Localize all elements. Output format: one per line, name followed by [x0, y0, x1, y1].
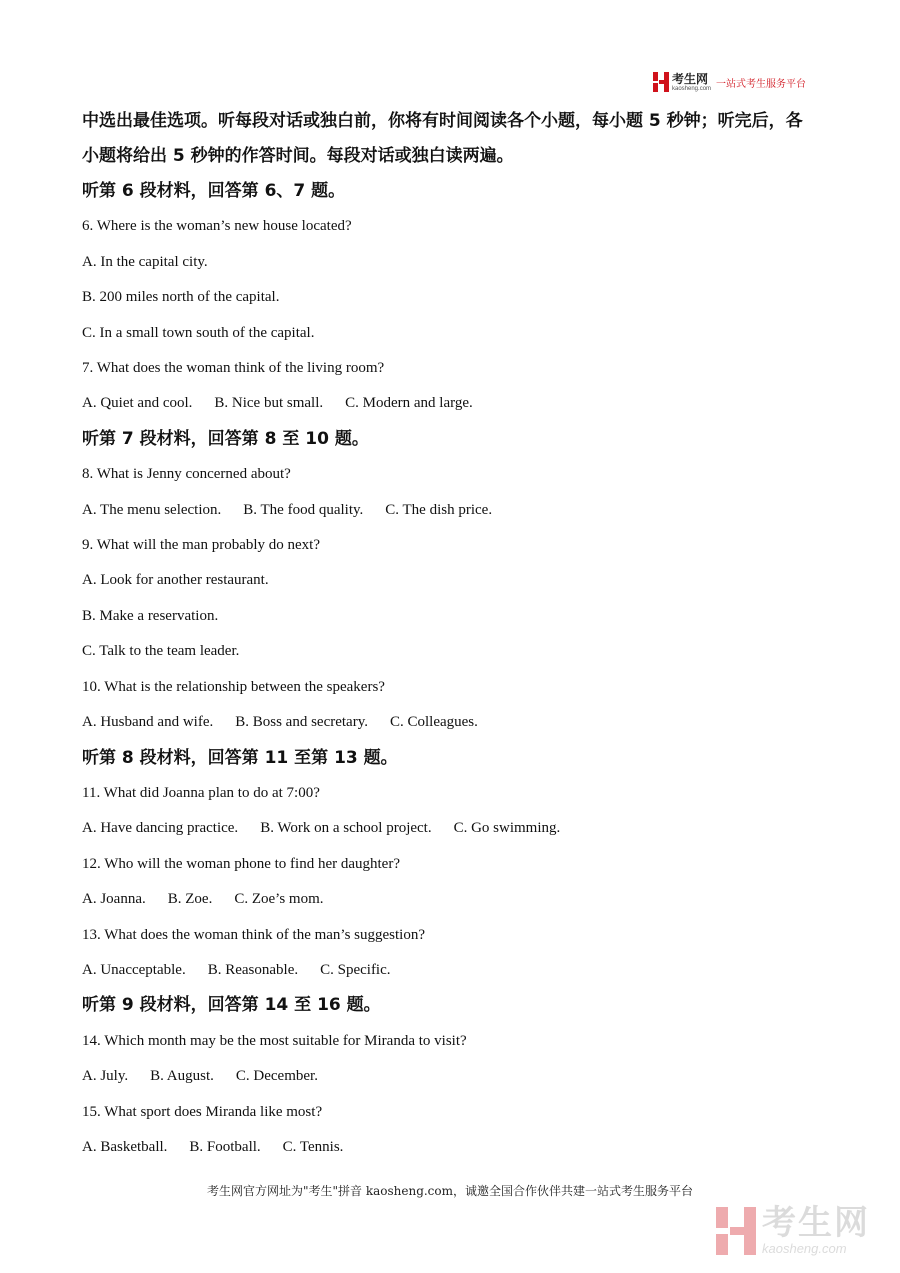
header-logo: [653, 71, 806, 93]
answer-option: A. Husband and wife.: [82, 714, 214, 731]
answer-option: B. Make a reservation.: [82, 607, 219, 624]
answer-options-row: [82, 953, 812, 988]
answer-options-row: [82, 882, 812, 917]
answer-option: B. Football.: [189, 1138, 261, 1155]
answer-option: C. Tennis.: [282, 1138, 344, 1155]
answer-option: C. Zoe’s mom.: [234, 891, 324, 908]
question-stem: 14. Which month may be the most suitable for Miranda to visit?: [82, 1032, 467, 1049]
kaosheng-logo-icon: [653, 72, 669, 92]
answer-options-row: [82, 493, 812, 528]
answer-option: B. The food quality.: [243, 501, 364, 518]
section-heading: 听第 8 段材料，回答第 11 至第 13 题。: [82, 747, 398, 768]
answer-option: A. Quiet and cool.: [82, 395, 193, 412]
question-stem: 13. What does the woman think of the man’s suggestion?: [82, 926, 426, 943]
answer-option: A. In the capital city.: [82, 253, 208, 270]
logo-slogan: 一站式考生服务平台: [716, 78, 807, 90]
logo-domain: kaosheng.com: [672, 85, 712, 92]
answer-option: A. Basketball.: [82, 1138, 168, 1155]
question-stem: 10. What is the relationship between the speakers?: [82, 678, 385, 695]
answer-option: C. December.: [235, 1068, 318, 1085]
section-heading: 听第 7 段材料，回答第 8 至 10 题。: [82, 428, 369, 449]
answer-option: B. Boss and secretary.: [235, 714, 368, 731]
answer-option: A. Unacceptable.: [82, 961, 186, 978]
section-heading: 听第 9 段材料，回答第 14 至 16 题。: [82, 995, 381, 1016]
question-stem: 12. Who will the woman phone to find her daughter?: [82, 855, 400, 872]
section-heading: 听第 6 段材料，回答第 6、7 题。: [82, 181, 346, 201]
exam-content: [82, 104, 812, 1165]
answer-option: A. Look for another restaurant.: [82, 572, 269, 589]
answer-option: A. The menu selection.: [82, 501, 222, 518]
answer-option: A. Have dancing practice.: [82, 820, 239, 837]
watermark-brand: 考生网: [762, 1203, 870, 1243]
answer-option: C. The dish price.: [385, 501, 493, 518]
answer-option: C. Talk to the team leader.: [82, 643, 240, 660]
answer-options-row: [82, 705, 812, 740]
question-stem: 7. What does the woman think of the living room?: [82, 360, 385, 377]
footer-text: 考生网官方网址为"考生"拼音 kaosheng.com，诚邀全国合作伙伴共建一站式考生服务平台: [206, 1184, 694, 1198]
question-stem: 9. What will the man probably do next?: [82, 537, 321, 554]
answer-option: B. Nice but small.: [214, 395, 324, 412]
watermark-logo-icon: [716, 1207, 756, 1255]
answer-option: A. Joanna.: [82, 891, 146, 908]
answer-option: B. Work on a school project.: [260, 820, 432, 837]
question-stem: 15. What sport does Miranda like most?: [82, 1103, 323, 1120]
answer-options-row: [82, 811, 812, 846]
answer-option: B. August.: [150, 1068, 214, 1085]
watermark: [716, 1203, 870, 1256]
answer-option: A. July.: [82, 1068, 129, 1085]
answer-option: C. Specific.: [320, 961, 391, 978]
answer-option: B. Reasonable.: [207, 961, 299, 978]
answer-options-row: [82, 1059, 812, 1094]
answer-option: C. Colleagues.: [389, 714, 478, 731]
instructions: 中选出最佳选项。听每段对话或独白前，你将有时间阅读各个小题，每小题 5 秒钟；听完后，各小题将给出 5 秒钟的作答时间。每段对话或独白读两遍。: [82, 111, 803, 166]
logo-brand-name: 考生网: [672, 71, 709, 86]
question-stem: 6. Where is the woman’s new house located?: [82, 218, 352, 235]
answer-option: C. In a small town south of the capital.: [82, 324, 315, 341]
watermark-domain: kaosheng.com: [762, 1241, 847, 1256]
answer-options-row: [82, 1130, 812, 1165]
answer-options-row: [82, 386, 812, 421]
answer-option: C. Go swimming.: [453, 820, 561, 837]
question-stem: 11. What did Joanna plan to do at 7:00?: [82, 784, 320, 801]
answer-option: C. Modern and large.: [345, 395, 473, 412]
answer-option: B. Zoe.: [167, 891, 213, 908]
question-stem: 8. What is Jenny concerned about?: [82, 466, 291, 483]
answer-option: B. 200 miles north of the capital.: [82, 289, 280, 306]
